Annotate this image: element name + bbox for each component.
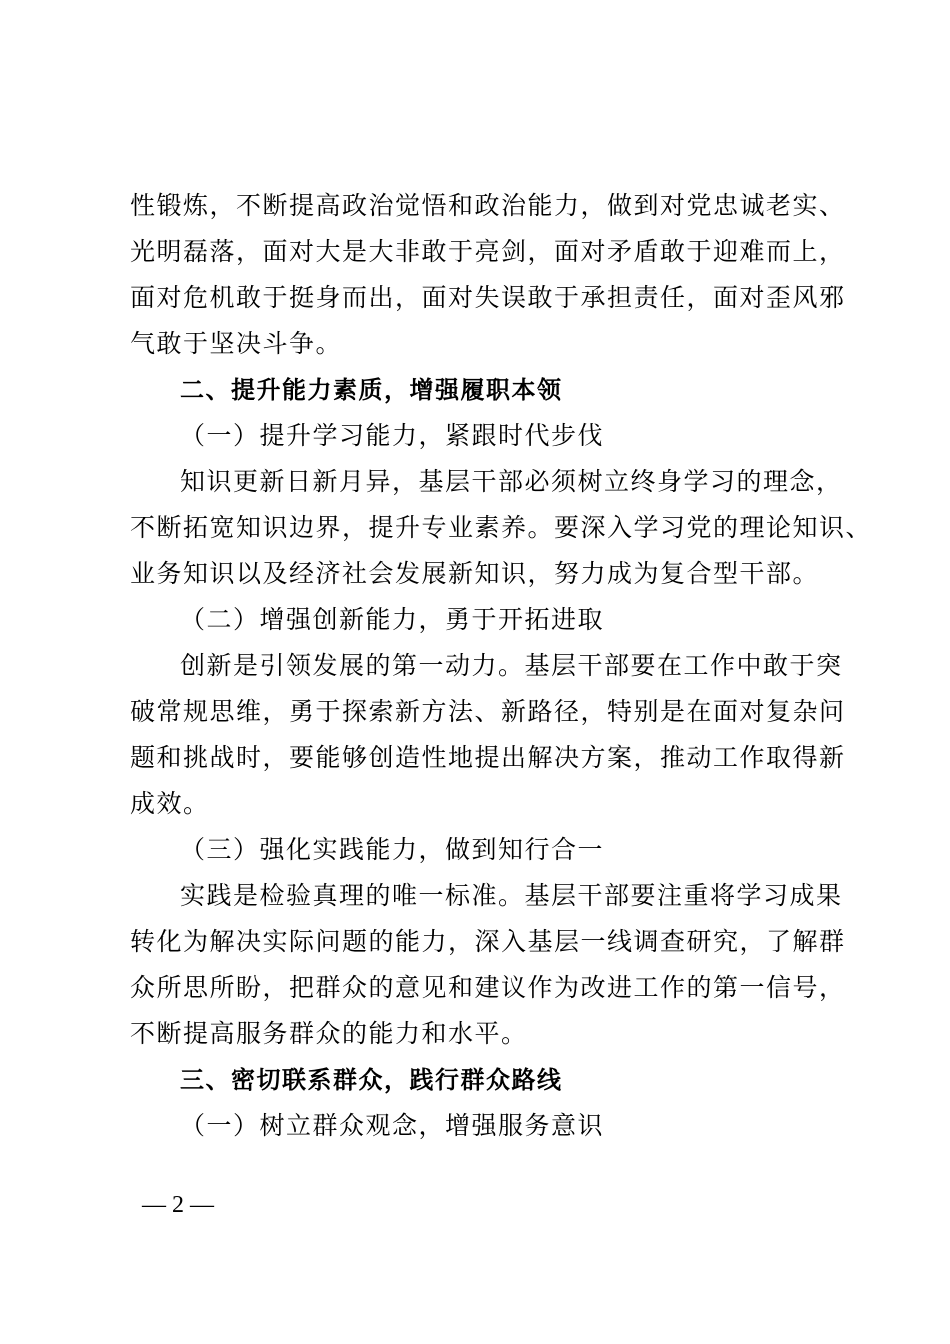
body-text-line: 不断拓宽知识边界，提升专业素养。要深入学习党的理论知识、 bbox=[130, 513, 873, 542]
paragraph-first-line: 知识更新日新月异，基层干部必须树立终身学习的理念， bbox=[180, 467, 843, 496]
body-text-line: 不断提高服务群众的能力和水平。 bbox=[130, 1019, 528, 1048]
subsection-heading: （三）强化实践能力，做到知行合一 bbox=[180, 835, 605, 864]
paragraph-first-line: 实践是检验真理的唯一标准。基层干部要注重将学习成果 bbox=[180, 881, 843, 910]
subsection-heading: （一）提升学习能力，紧跟时代步伐 bbox=[180, 421, 605, 450]
body-text-line: 转化为解决实际问题的能力，深入基层一线调查研究，了解群 bbox=[130, 927, 846, 956]
subsection-heading: （二）增强创新能力，勇于开拓进取 bbox=[180, 605, 605, 634]
body-text-line: 光明磊落，面对大是大非敢于亮剑，面对矛盾敢于迎难而上， bbox=[130, 237, 846, 266]
body-text-line: 成效。 bbox=[130, 789, 210, 818]
section-heading: 三、密切联系群众，践行群众路线 bbox=[180, 1066, 563, 1094]
body-text-line: 业务知识以及经济社会发展新知识，努力成为复合型干部。 bbox=[130, 559, 820, 588]
body-text-line: 气敢于坚决斗争。 bbox=[130, 329, 343, 358]
section-heading: 二、提升能力素质，增强履职本领 bbox=[180, 376, 563, 404]
paragraph-first-line: 创新是引领发展的第一动力。基层干部要在工作中敢于突 bbox=[180, 651, 843, 680]
page-number: — 2 — bbox=[142, 1192, 214, 1218]
body-text-line: 题和挑战时，要能够创造性地提出解决方案，推动工作取得新 bbox=[130, 743, 846, 772]
body-text-line: 破常规思维，勇于探索新方法、新路径，特别是在面对复杂问 bbox=[130, 697, 846, 726]
body-text-line: 性锻炼，不断提高政治觉悟和政治能力，做到对党忠诚老实、 bbox=[130, 191, 846, 220]
subsection-heading: （一）树立群众观念，增强服务意识 bbox=[180, 1111, 605, 1140]
body-text-line: 众所思所盼，把群众的意见和建议作为改进工作的第一信号， bbox=[130, 973, 846, 1002]
body-text-line: 面对危机敢于挺身而出，面对失误敢于承担责任，面对歪风邪 bbox=[130, 283, 846, 312]
